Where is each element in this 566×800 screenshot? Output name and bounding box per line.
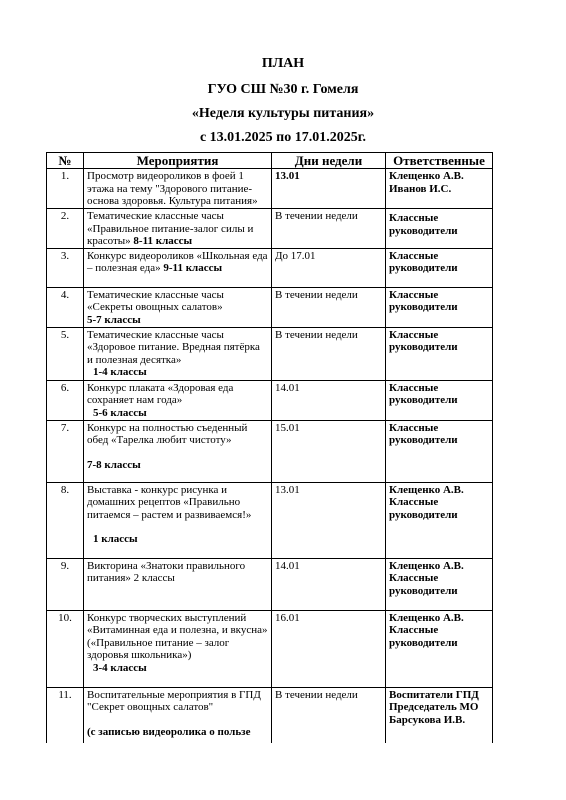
event-cell	[84, 209, 272, 249]
school-name: ГУО СШ №30 г. Гомеля	[207, 82, 359, 97]
row-number: 10.	[47, 610, 84, 687]
event-class-range: 5-7 классы	[87, 313, 141, 326]
table-row	[47, 327, 493, 380]
day-cell: В течении недели	[272, 209, 386, 249]
responsible-cell	[386, 248, 493, 287]
row-number: 1.	[47, 169, 84, 209]
table-row	[47, 380, 493, 420]
responsible-name: руководители	[389, 636, 458, 649]
responsible-name: руководители	[389, 224, 458, 237]
event-cell	[84, 610, 272, 687]
day-cell: 13.01	[272, 169, 386, 209]
table-row	[47, 287, 493, 327]
table-row	[47, 209, 493, 249]
col-header-day: Дни недели	[272, 153, 386, 169]
row-number: 8.	[47, 482, 84, 558]
event-class-range: 8-11 классы	[133, 235, 193, 247]
event-text: Конкурс творческих выступлений «Витаминная еда и полезна, и вкусна» («Правильное питание – залог здоровья школьника»)	[87, 611, 268, 661]
event-cell	[84, 687, 272, 743]
plan-table	[46, 152, 493, 743]
event-class-range: (с записью видеоролика о пользе	[87, 725, 251, 738]
table-row	[47, 169, 493, 209]
event-text: Викторина «Знатоки правильного питания» 2 классы	[87, 559, 246, 584]
event-class-range: 9-11 классы	[163, 262, 223, 274]
event-text: Тематические классные часы «Правильное питание-залог силы и красоты»	[87, 210, 254, 247]
event-cell	[84, 420, 272, 482]
day-cell: 16.01	[272, 610, 386, 687]
responsible-name: Клещенко А.В.	[389, 559, 464, 572]
responsible-name: Клещенко А.В.	[389, 611, 464, 624]
table-row	[47, 610, 493, 687]
responsible-name: руководители	[389, 301, 458, 313]
responsible-name: Классные	[389, 328, 439, 341]
event-class-range: 1 классы	[93, 533, 138, 545]
responsible-name: Классные	[389, 288, 439, 301]
responsible-cell	[386, 420, 493, 482]
row-number: 9.	[47, 558, 84, 610]
responsible-cell	[386, 380, 493, 420]
responsible-name: руководители	[389, 508, 458, 521]
responsible-name: Барсукова И.В.	[389, 713, 466, 726]
table-row	[47, 687, 493, 743]
responsible-cell	[386, 687, 493, 743]
day-cell: До 17.01	[272, 248, 386, 287]
event-name: «Неделя культуры питания»	[191, 106, 375, 121]
responsible-name: руководители	[389, 394, 458, 406]
event-class-range: 5-6 классы	[93, 406, 147, 419]
responsible-name: Иванов И.С.	[389, 182, 452, 195]
row-number: 6.	[47, 380, 84, 420]
event-text: Конкурс на полностью съеденный обед «Тарелка любит чистоту»	[87, 421, 248, 446]
day-cell: 14.01	[272, 558, 386, 610]
responsible-name: Председатель МО	[389, 701, 479, 713]
event-text: Конкурс видеороликов «Школьная еда – полезная еда»	[87, 249, 268, 274]
responsible-cell	[386, 287, 493, 327]
event-text: Конкурс плаката «Здоровая еда сохраняет нам года»	[87, 381, 234, 406]
doc-title: ПЛАН	[261, 56, 305, 71]
responsible-name: Классные	[389, 624, 439, 636]
responsible-cell	[386, 610, 493, 687]
responsible-name: руководители	[389, 341, 458, 353]
table-header-row	[47, 153, 493, 169]
responsible-name: Клещенко А.В.	[389, 170, 464, 182]
row-number: 4.	[47, 287, 84, 327]
row-number: 7.	[47, 420, 84, 482]
table-row	[47, 482, 493, 558]
responsible-name: руководители	[389, 262, 458, 274]
event-class-range: 3-4 классы	[93, 661, 147, 674]
col-header-event: Мероприятия	[84, 153, 272, 169]
row-number: 3.	[47, 248, 84, 287]
responsible-name: Классные	[389, 212, 439, 224]
event-text: Воспитательные мероприятия в ГПД "Секрет овощных салатов"	[87, 688, 261, 713]
day-cell: В течении недели	[272, 287, 386, 327]
event-cell	[84, 248, 272, 287]
row-number: 5.	[47, 327, 84, 380]
responsible-cell	[386, 169, 493, 209]
responsible-name: Воспитатели ГПД	[389, 688, 479, 701]
event-text: Тематические классные часы «Здоровое питание. Вредная пятёрка и полезная десятка»	[87, 328, 260, 366]
date-range: с 13.01.2025 по 17.01.2025г.	[199, 130, 367, 145]
col-header-responsible: Ответственные	[386, 153, 493, 169]
event-cell	[84, 287, 272, 327]
responsible-cell	[386, 482, 493, 558]
event-class-range: 1-4 классы	[93, 366, 147, 378]
event-cell	[84, 380, 272, 420]
event-text: Просмотр видеороликов в фоей 1 этажа на тему "Здорового питание-основа здоровья. Культура питания»	[87, 170, 258, 207]
table-row	[47, 420, 493, 482]
responsible-name: Классные	[389, 496, 439, 508]
responsible-cell	[386, 327, 493, 380]
event-text: Выставка - конкурс рисунка и домашних рецептов «Правильно питаемся – растем и развиваемся!»	[87, 483, 252, 521]
table-row	[47, 248, 493, 287]
responsible-name: Классные	[389, 572, 439, 584]
col-header-num: №	[47, 153, 84, 169]
event-class-range: 7-8 классы	[87, 458, 141, 471]
event-cell	[84, 482, 272, 558]
day-cell: В течении недели	[272, 687, 386, 743]
day-cell: 14.01	[272, 380, 386, 420]
event-cell	[84, 558, 272, 610]
event-cell	[84, 327, 272, 380]
row-number: 2.	[47, 209, 84, 249]
day-cell: 13.01	[272, 482, 386, 558]
day-cell: В течении недели	[272, 327, 386, 380]
responsible-name: руководители	[389, 434, 458, 446]
day-cell: 15.01	[272, 420, 386, 482]
event-cell	[84, 169, 272, 209]
row-number: 11.	[47, 687, 84, 743]
responsible-name: Клещенко А.В.	[389, 483, 464, 496]
responsible-cell	[386, 209, 493, 249]
table-row	[47, 558, 493, 610]
responsible-name: Классные	[389, 249, 439, 262]
event-text: Тематические классные часы «Секреты овощных салатов»	[87, 288, 224, 313]
responsible-name: Классные	[389, 381, 439, 394]
responsible-cell	[386, 558, 493, 610]
responsible-name: Классные	[389, 421, 439, 434]
responsible-name: руководители	[389, 584, 458, 597]
